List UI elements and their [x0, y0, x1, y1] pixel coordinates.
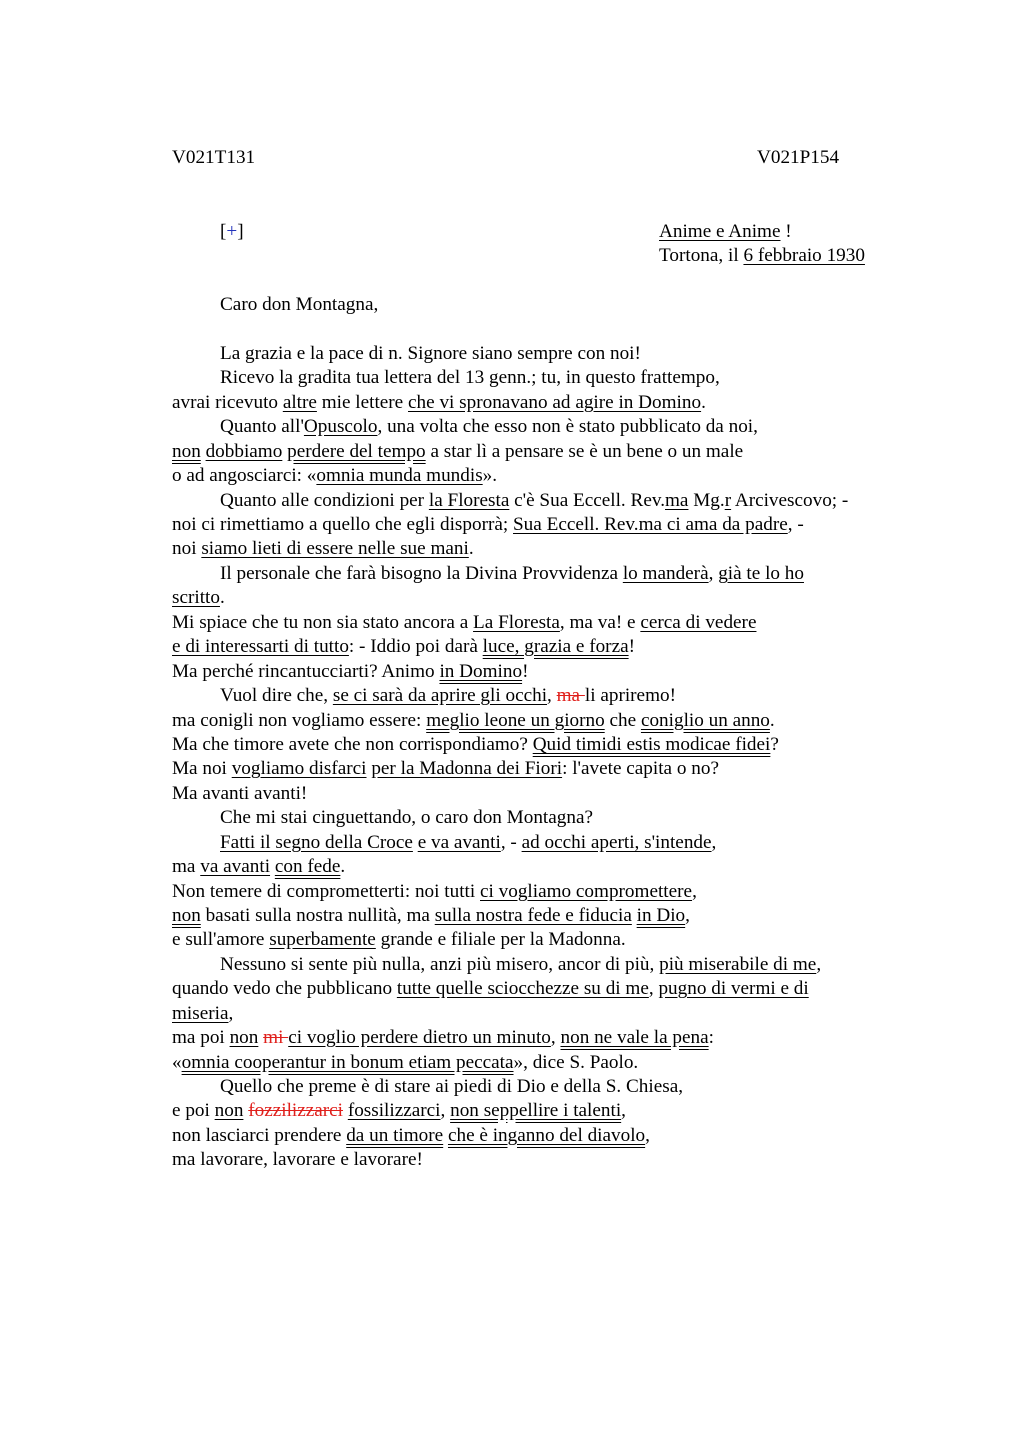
letter-line [220, 684, 676, 708]
line-text: mie lettere [316, 392, 409, 413]
letter-date: 6 febbraio 1930 [743, 245, 865, 266]
line-text: Ma che timore avete che non corrispondiamo? [172, 734, 533, 755]
line-text: Non temere di comprometterti: noi tutti [172, 881, 480, 902]
letter-line [172, 904, 690, 928]
underlined-text: e di interessarti di tutto [172, 636, 349, 657]
underlined-text: più miserabile di me [659, 954, 817, 975]
underlined-text: ci voglio perdere dietro un minuto [288, 1027, 551, 1048]
underlined-text: omnia cooperantur in bonum etiam peccata [181, 1052, 514, 1073]
line-text: , [228, 1003, 234, 1024]
line-text: , [685, 905, 690, 926]
letter-line [220, 806, 593, 830]
letter-line [172, 635, 635, 659]
letter-line [172, 1026, 714, 1050]
letter-line [220, 293, 378, 317]
line-text: : [708, 1027, 714, 1048]
document-code-left: V021T131 [172, 147, 256, 168]
letter-line [172, 977, 809, 1001]
line-text: e poi [172, 1100, 215, 1121]
deleted-text: ma [556, 685, 585, 706]
underlined-text: lo manderà [622, 563, 709, 584]
underlined-text: non ne vale la pena [560, 1027, 709, 1048]
line-text: ! [628, 636, 635, 657]
line-text: , ma va! e [559, 612, 641, 633]
line-text: ». [482, 465, 498, 486]
line-text: . [701, 392, 706, 413]
line-text: ! [522, 661, 529, 682]
line-text: Caro don Montagna, [220, 294, 379, 315]
letter-line [172, 757, 719, 781]
line-text: Ricevo la gradita tua lettera del 13 genn.; tu, in questo frattempo, [220, 367, 720, 388]
line-text: Ma noi [172, 758, 232, 779]
line-text: ma lavorare, lavorare e lavorare! [172, 1149, 423, 1170]
line-text: : l'avete capita o no? [562, 758, 719, 779]
line-text: , [621, 1100, 626, 1121]
underlined-text: tutte quelle sciocchezze su di me [396, 978, 649, 999]
line-text: Arcivescovo; - [731, 490, 849, 511]
line-text: , - [500, 832, 522, 853]
underlined-text: la Floresta [428, 490, 510, 511]
underlined-text: omnia munda mundis [316, 465, 483, 486]
letter-line [172, 586, 225, 610]
line-text: « [172, 1052, 182, 1073]
line-text: Quello che preme è di stare ai piedi di Dio e della S. Chiesa, [220, 1076, 684, 1097]
line-text: . [219, 587, 225, 608]
line-text: , [711, 832, 717, 853]
line-text: , [708, 563, 719, 584]
letter-line [172, 880, 697, 904]
line-text: , [692, 881, 697, 902]
underlined-text: coniglio un anno [640, 710, 770, 731]
line-text: , una volta che esso non è stato pubblicato da noi, [377, 416, 758, 437]
line-text: , [550, 1027, 561, 1048]
underlined-text: per la Madonna dei Fiori [371, 758, 563, 779]
line-text: non lasciarci prendere [172, 1125, 347, 1146]
line-text: Mg. [688, 490, 725, 511]
line-text: Ma perché rincantucciarti? Animo [172, 661, 440, 682]
line-text: . [468, 538, 474, 559]
letter-line [220, 366, 720, 390]
line-text: quando vedo che pubblicano [172, 978, 397, 999]
letter-line [172, 1051, 638, 1075]
letter-line [172, 464, 497, 488]
letter-motto [659, 220, 792, 244]
motto-tail: ! [780, 221, 792, 242]
line-text: c'è Sua Eccell. Rev. [509, 490, 665, 511]
underlined-text: non seppellire i talenti [450, 1100, 622, 1121]
underlined-text: cerca di vedere [640, 612, 757, 633]
line-text: Il personale che farà bisogno la Divina Provvidenza [220, 563, 623, 584]
underlined-text: che è inganno del diavolo [447, 1125, 646, 1146]
letter-line [172, 782, 307, 806]
line-text: , [440, 1100, 451, 1121]
line-text: Che mi stai cinguettando, o caro don Montagna? [220, 807, 593, 828]
underlined-text: ci vogliamo compromettere [480, 881, 693, 902]
line-text: ma [172, 856, 201, 877]
line-text: ? [770, 734, 779, 755]
line-text: , [547, 685, 557, 706]
underlined-text: La Floresta [473, 612, 560, 633]
letter-line [172, 709, 775, 733]
underlined-text: se ci sarà da aprire gli occhi [332, 685, 548, 706]
deleted-text: fozzilizzarci [248, 1100, 344, 1121]
letter-line [172, 513, 804, 537]
underlined-text: non [229, 1027, 259, 1048]
letter-line [172, 1148, 423, 1172]
line-text: Ma avanti avanti! [172, 783, 308, 804]
underlined-text: pugno di vermi e di [658, 978, 809, 999]
note-bracket-close: ] [237, 221, 244, 242]
underlined-text: già te lo ho [718, 563, 804, 584]
letter-line [220, 831, 716, 855]
underlined-text: altre [282, 392, 317, 413]
line-text: ma conigli non vogliamo essere: [172, 710, 427, 731]
underlined-text: che vi spronavano ad agire in Domino [408, 392, 702, 413]
line-text: , [816, 954, 822, 975]
underlined-text: miseria [172, 1003, 229, 1024]
line-text: noi ci rimettiamo a quello che egli disporrà; [172, 514, 514, 535]
underlined-text: ma [665, 490, 689, 511]
line-text: Quanto alle condizioni per [220, 490, 429, 511]
letter-line [172, 1099, 626, 1123]
underlined-text: in Domino [439, 661, 523, 682]
underlined-text: vogliamo disfarci [231, 758, 367, 779]
line-text: Mi spiace che tu non sia stato ancora a [172, 612, 474, 633]
letter-line [220, 1075, 683, 1099]
line-text: grande e filiale per la Madonna. [375, 929, 626, 950]
line-text: li apriremo! [584, 685, 676, 706]
underlined-text: luce, grazia e forza [482, 636, 629, 657]
letter-line [220, 342, 641, 366]
line-text: Nessuno si sente più nulla, anzi più misero, ancor di più, [220, 954, 660, 975]
letter-line [220, 562, 804, 586]
line-text: che [604, 710, 641, 731]
letter-place-date [659, 244, 865, 268]
underlined-text: r [724, 490, 732, 511]
letter-line [172, 928, 626, 952]
letter-line [172, 855, 345, 879]
line-text: ma poi [172, 1027, 230, 1048]
underlined-text: sulla nostra fede e fiducia [434, 905, 632, 926]
underlined-text: meglio leone un giorno [426, 710, 605, 731]
underlined-text: con fede [274, 856, 341, 877]
underlined-text: Fatti il segno della Croce [220, 832, 413, 853]
underlined-text: non [172, 905, 201, 926]
line-text: La grazia e la pace di n. Signore siano sempre con noi! [220, 343, 641, 364]
underlined-text: in Dio [636, 905, 686, 926]
document-code-right: V021P154 [757, 147, 840, 168]
letter-line [220, 415, 758, 439]
line-text: Vuol dire che, [220, 685, 333, 706]
letter-place: Tortona, il [659, 245, 744, 266]
letter-line [172, 733, 779, 757]
line-text: e sull'amore [172, 929, 270, 950]
letter-line [172, 537, 474, 561]
letter-line [172, 391, 706, 415]
underlined-text: dobbiamo [205, 441, 283, 462]
letter-line [172, 660, 528, 684]
letter-line [172, 1124, 650, 1148]
underlined-text: non [214, 1100, 244, 1121]
line-text: avrai ricevuto [172, 392, 283, 413]
motto-text: Anime e Anime [659, 221, 781, 242]
underlined-text: superbamente [269, 929, 376, 950]
letter-line [172, 440, 743, 464]
editorial-note [220, 220, 244, 244]
underlined-text: Sua Eccell. Rev.ma ci ama da padre [513, 514, 788, 535]
underlined-text: Quid timidi estis modicae fidei [532, 734, 771, 755]
underlined-text: da un timore [346, 1125, 444, 1146]
line-text: noi [172, 538, 202, 559]
line-text: », dice S. Paolo. [513, 1052, 639, 1073]
line-text: Quanto all' [220, 416, 304, 437]
underlined-text: non [172, 441, 201, 462]
underlined-text: va avanti [200, 856, 271, 877]
note-bracket-open: [ [220, 221, 227, 242]
line-text: . [769, 710, 775, 731]
line-text: , [648, 978, 659, 999]
line-text: basati sulla nostra nullità, ma [200, 905, 435, 926]
underlined-text: ad occhi aperti, s'intende [521, 832, 712, 853]
line-text: a star lì a pensare se è un bene o un male [425, 441, 744, 462]
letter-line [220, 953, 821, 977]
deleted-text: mi [263, 1027, 289, 1048]
underlined-text: scritto [172, 587, 220, 608]
underlined-text: Opuscolo [303, 416, 378, 437]
letter-line [172, 611, 756, 635]
underlined-text: perdere del tempo [287, 441, 426, 462]
line-text: , [645, 1125, 650, 1146]
underlined-text: fossilizzarci [347, 1100, 441, 1121]
letter-line [220, 489, 848, 513]
line-text: . [340, 856, 346, 877]
expand-note-link[interactable]: + [226, 221, 238, 242]
line-text: o ad angosciarci: « [172, 465, 317, 486]
line-text: : - Iddio poi darà [348, 636, 483, 657]
underlined-text: siamo lieti di essere nelle sue mani [201, 538, 469, 559]
letter-line [172, 1002, 233, 1026]
line-text: , - [787, 514, 804, 535]
underlined-text: e va avanti [417, 832, 501, 853]
